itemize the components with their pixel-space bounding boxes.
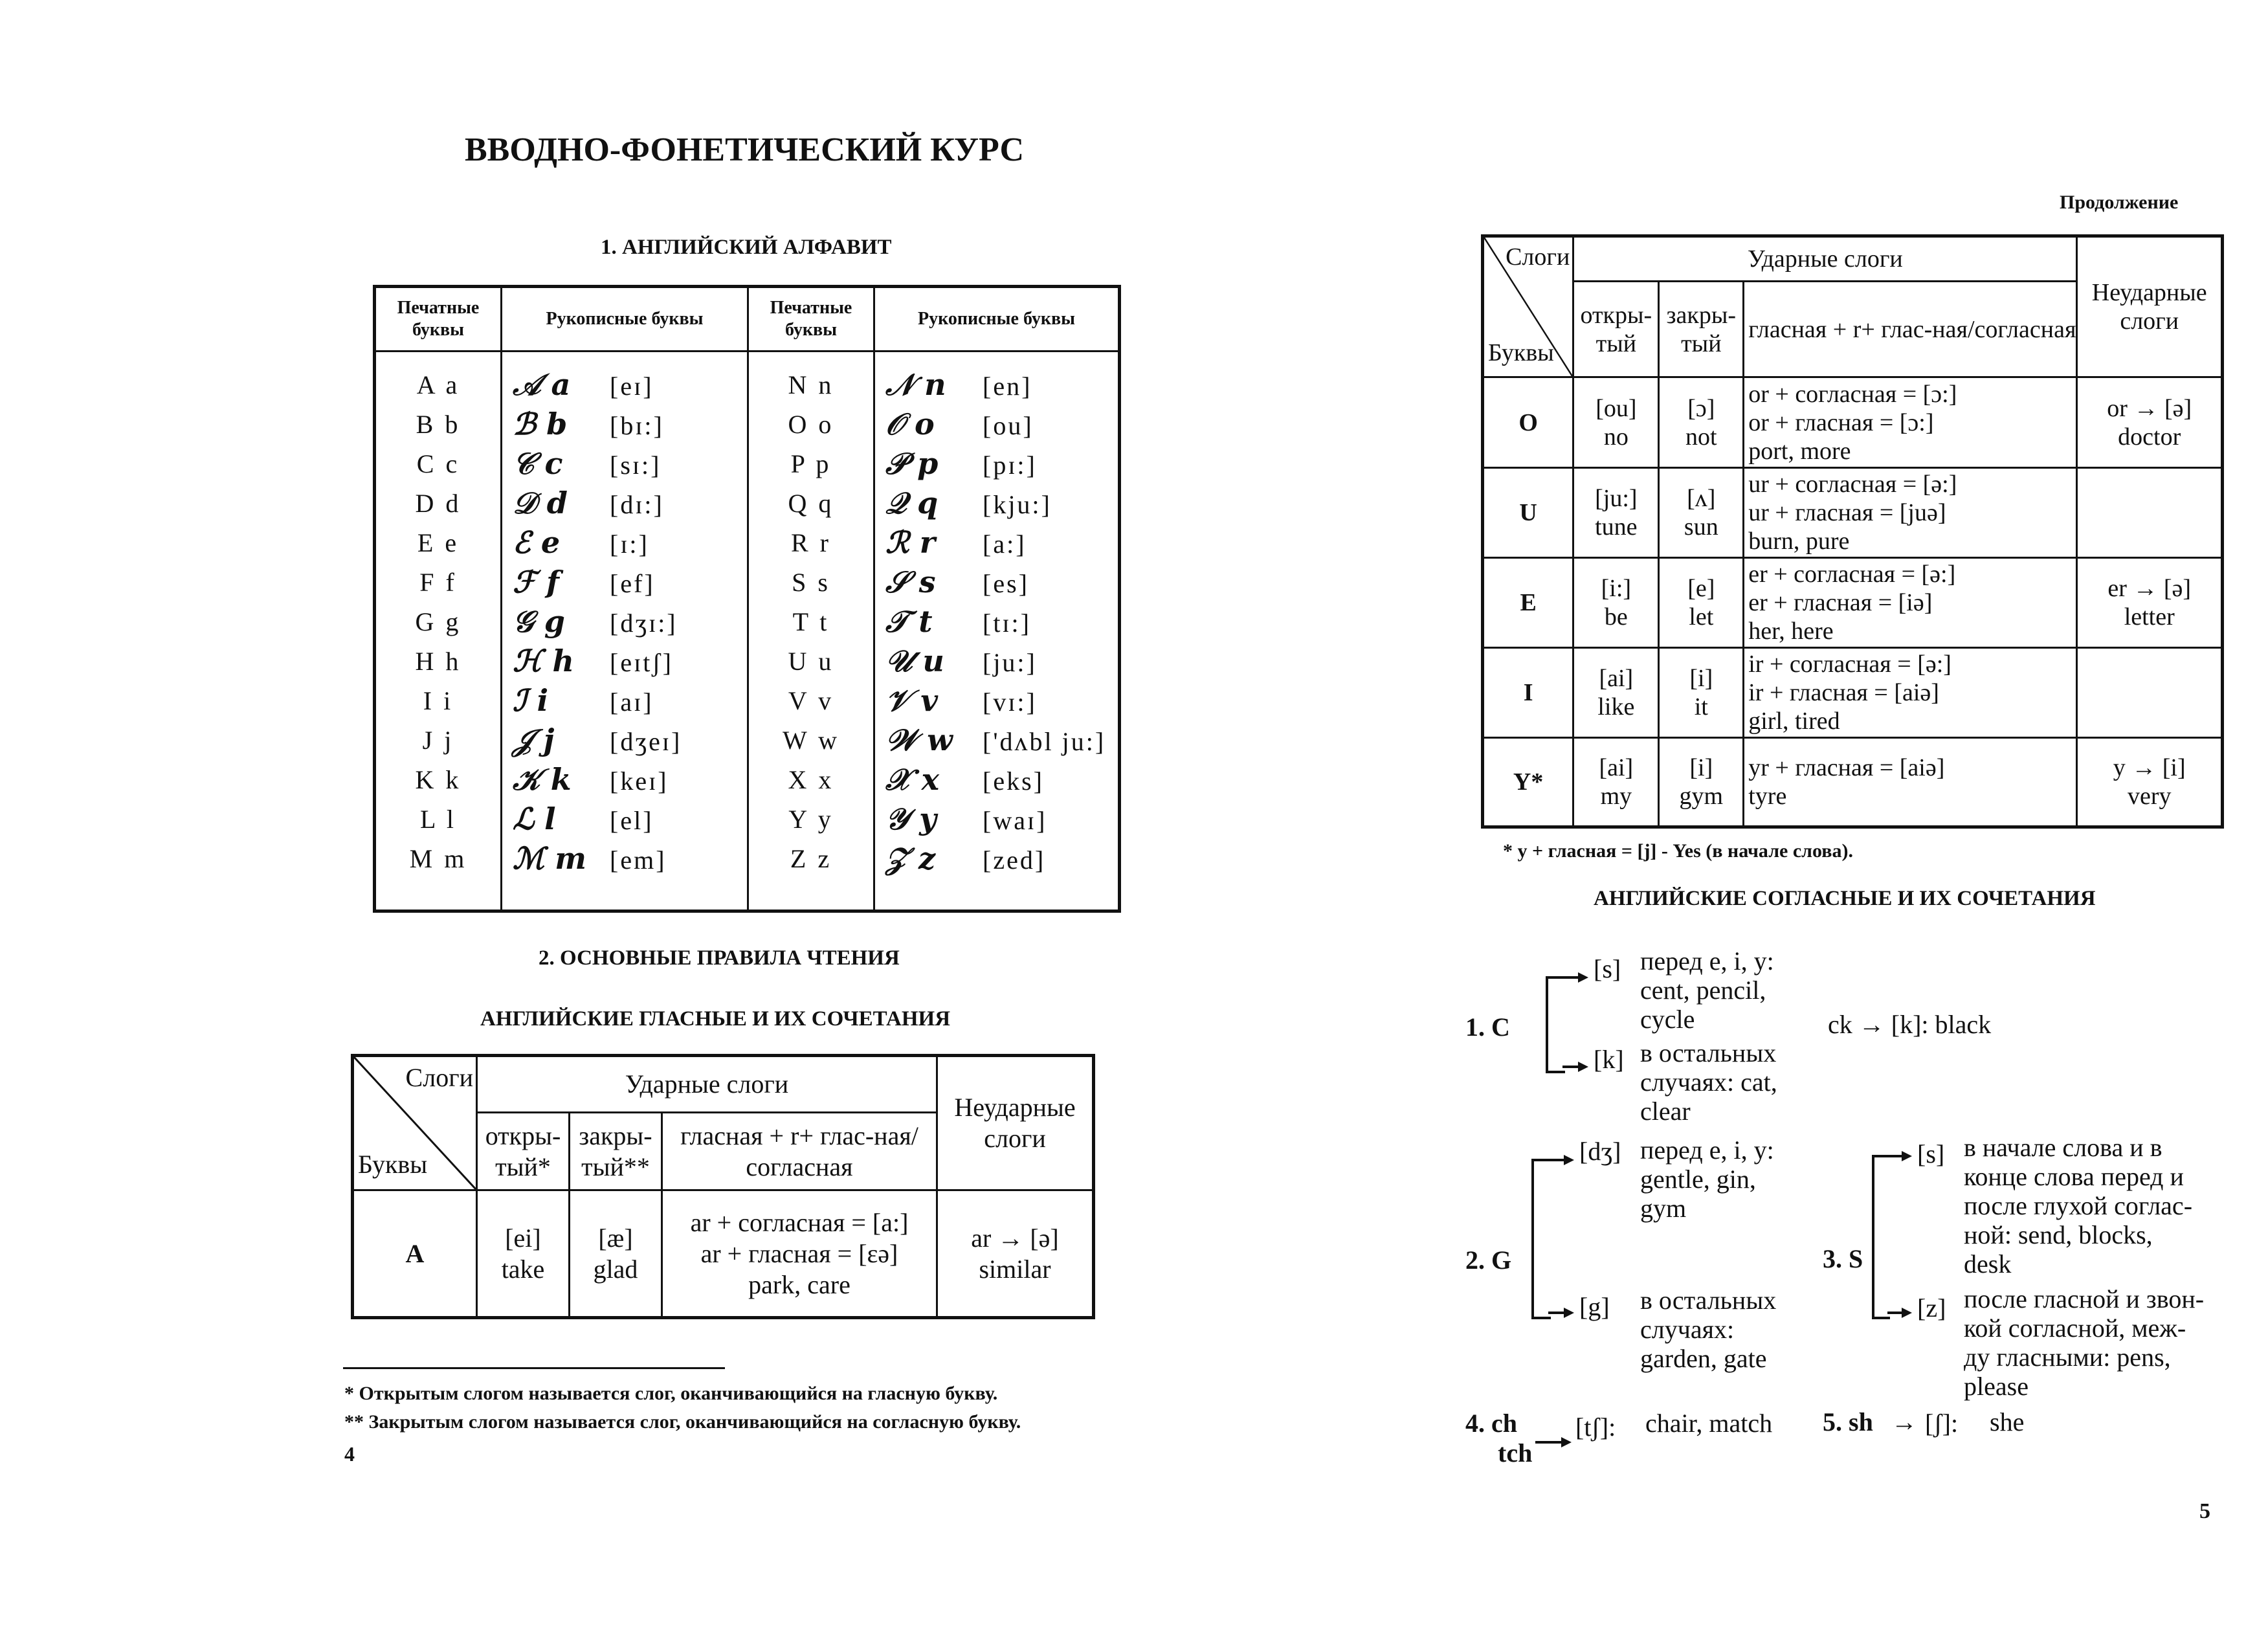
row-letter: U — [1483, 467, 1573, 557]
cell-r-combo: ur + согласная = [ə:] ur + гласная = [juə] burn, pure — [1744, 467, 2077, 557]
g-g-rule — [1640, 1286, 1776, 1373]
letter-transcription: [eɪ] — [610, 372, 654, 401]
section-rules-title: 2. ОСНОВНЫЕ ПРАВИЛА ЧТЕНИЯ — [539, 946, 900, 970]
s-label: 3. S — [1823, 1244, 1863, 1273]
written-letter-row — [875, 484, 1118, 523]
rule-line: случаях: cat, — [1640, 1067, 1777, 1097]
rule-line: перед e, i, y: — [1640, 1135, 1774, 1165]
header-syllables: Слоги — [405, 1063, 473, 1092]
letter-transcription: [em] — [610, 845, 667, 875]
handwritten-letter: 𝒰 u — [885, 643, 944, 678]
cell-unstressed: er → [ə] letter — [2077, 557, 2223, 647]
printed-letter: T t — [792, 607, 830, 636]
written-letter-row — [502, 839, 747, 878]
cell-unstressed — [2077, 647, 2223, 737]
rule-line: garden, gate — [1640, 1344, 1767, 1373]
rule-line: кой согласной, меж- — [1964, 1313, 2186, 1343]
header-open: откры-тый* — [477, 1113, 570, 1190]
header-r-combo: гласная + r+ глас-ная/согласная — [662, 1113, 937, 1190]
handwritten-letter: 𝒩 n — [885, 367, 946, 402]
letter-transcription: [aɪ] — [610, 687, 654, 717]
printed-letter: M m — [409, 844, 467, 873]
diagonal-header-cell — [1483, 236, 1573, 377]
consonants-title: АНГЛИЙСКИЕ СОГЛАСНЫЕ И ИХ СОЧЕТАНИЯ — [1594, 887, 2096, 910]
written-letter-row — [875, 642, 1118, 681]
cell-r-combo: yr + гласная = [aiə] tyre — [1744, 737, 2077, 827]
printed-letter: Y y — [788, 805, 834, 834]
g-dz-sound: [dʒ] — [1579, 1137, 1621, 1166]
printed-letter: F f — [419, 568, 457, 597]
written-letter-row — [875, 799, 1118, 839]
table-row — [1483, 737, 2223, 827]
page-title: ВВОДНО-ФОНЕТИЧЕСКИЙ КУРС — [465, 131, 1024, 168]
written-letter-row — [875, 681, 1118, 720]
header-unstressed: Неударные слоги — [937, 1056, 1094, 1190]
diagonal-header-cell — [353, 1056, 477, 1190]
written-letter-row — [502, 681, 747, 720]
rule-line: cycle — [1640, 1005, 1695, 1034]
written-letter-row — [875, 523, 1118, 563]
rule-line: cent, pencil, — [1640, 976, 1766, 1005]
vowels-title: АНГЛИЙСКИЕ ГЛАСНЫЕ И ИХ СОЧЕТАНИЯ — [480, 1007, 951, 1031]
handwritten-letter: 𝒥 j — [513, 722, 555, 757]
s-s-rule — [1964, 1133, 2192, 1278]
rule-line: случаях: — [1640, 1315, 1735, 1344]
handwritten-letter: 𝒴 y — [885, 801, 937, 836]
footnote-closed: ** Закрытым слогом называется слог, оканчивающийся на согласную букву. — [344, 1411, 1021, 1433]
printed-letter: J j — [422, 726, 454, 755]
printed-letter: Q q — [788, 489, 834, 518]
table-row — [1483, 557, 2223, 647]
handwritten-letter: ℐ i — [513, 683, 549, 718]
cell-closed: [e] let — [1659, 557, 1744, 647]
letter-transcription: [dʒɪ:] — [610, 608, 678, 638]
printed-letter: H h — [415, 647, 461, 676]
vowel-table — [1481, 234, 2224, 829]
continued-label: Продолжение — [2060, 192, 2179, 213]
handwritten-letter: 𝒞 c — [513, 446, 563, 481]
rule-line: ной: send, blocks, — [1964, 1220, 2153, 1249]
handwritten-letter: 𝒫 p — [885, 446, 939, 481]
c-s-sound: [s] — [1594, 954, 1621, 983]
written-letter-row — [875, 563, 1118, 602]
rule-line: desk — [1964, 1249, 2012, 1278]
printed-letter: D d — [415, 489, 461, 518]
printed-letter: G g — [415, 607, 461, 636]
rule-line: перед e, i, y: — [1640, 946, 1774, 976]
letter-transcription: [ju:] — [983, 648, 1037, 677]
written-letter-row — [502, 523, 747, 563]
printed-letter: B b — [416, 410, 461, 439]
letter-transcription: [zed] — [983, 845, 1046, 875]
written-letter-row — [875, 365, 1118, 405]
letter-transcription: [kju:] — [983, 490, 1052, 519]
header-unstressed: Неударные слоги — [2077, 236, 2223, 377]
s-z-sound: [z] — [1917, 1293, 1946, 1323]
c-k-rule — [1640, 1038, 1777, 1126]
printed-letter: L l — [419, 805, 457, 834]
letter-transcription: [waɪ] — [983, 806, 1047, 835]
printed-letter: A a — [416, 370, 460, 399]
handwritten-letter: ℰ e — [513, 525, 561, 560]
header-stressed: Ударные слоги — [477, 1056, 937, 1113]
cell-open: [ou] no — [1573, 377, 1659, 467]
handwritten-letter: 𝒮 s — [885, 564, 936, 599]
printed-column-1 — [375, 352, 502, 911]
rule-line: clear — [1640, 1097, 1691, 1126]
letter-transcription: [ou] — [983, 411, 1034, 440]
row-letter: E — [1483, 557, 1573, 647]
g-g-sound: [g] — [1579, 1292, 1610, 1321]
ch-label: 4. ch — [1465, 1409, 1517, 1438]
printed-letter: V v — [788, 686, 834, 715]
vowel-table-a — [351, 1054, 1095, 1319]
g-bracket — [1531, 1159, 1551, 1319]
ch-sound: [tʃ]: — [1575, 1412, 1616, 1442]
cell-closed: [i] gym — [1659, 737, 1744, 827]
rule-line: gentle, gin, — [1640, 1165, 1756, 1194]
written-column-2 — [874, 352, 1120, 911]
sh-sound: [ʃ]: — [1925, 1409, 1959, 1438]
cell-r-combo-a: ar + согласная = [a:] ar + гласная = [εə] park, care — [662, 1190, 937, 1318]
rule-line: please — [1964, 1372, 2029, 1401]
handwritten-letter: 𝒦 k — [513, 762, 572, 797]
section-alphabet-title: 1. АНГЛИЙСКИЙ АЛФАВИТ — [601, 236, 892, 259]
letter-transcription: [bɪ:] — [610, 411, 664, 440]
alphabet-table — [373, 285, 1121, 913]
written-letter-row — [502, 365, 747, 405]
rule-line: gym — [1640, 1194, 1687, 1223]
letter-transcription: [dʒeɪ] — [610, 727, 682, 756]
handwritten-letter: 𝒜 a — [513, 367, 571, 402]
printed-letter: E e — [417, 528, 460, 557]
g-dz-rule — [1640, 1135, 1774, 1223]
rule-line: конце слова перед и — [1964, 1162, 2184, 1191]
printed-letter: S s — [792, 568, 830, 597]
handwritten-letter: ℱ f — [513, 564, 559, 599]
rule-line: после гласной и звон- — [1964, 1284, 2205, 1313]
rule-line: в начале слова и в — [1964, 1133, 2162, 1162]
row-letter: O — [1483, 377, 1573, 467]
printed-column-2 — [748, 352, 874, 911]
written-letter-row — [875, 839, 1118, 878]
cell-r-combo: ir + согласная = [ə:] ir + гласная = [aiə] girl, tired — [1744, 647, 2077, 737]
table-row — [1483, 647, 2223, 737]
row-letter: Y* — [1483, 737, 1573, 827]
cell-closed-a: [æ] glad — [570, 1190, 662, 1318]
written-letter-row — [502, 720, 747, 760]
printed-letter: W w — [783, 726, 839, 755]
handwritten-letter: 𝒢 g — [513, 604, 565, 639]
c-s-rule — [1640, 946, 1774, 1034]
letter-transcription: [ef] — [610, 569, 655, 598]
tch-label: tch — [1498, 1438, 1533, 1468]
letter-transcription: [en] — [983, 372, 1032, 401]
s-z-rule — [1964, 1284, 2204, 1401]
written-letter-row — [502, 563, 747, 602]
handwritten-letter: 𝒱 v — [885, 683, 939, 718]
handwritten-letter: 𝒯 t — [885, 604, 933, 639]
printed-letter: U u — [788, 647, 834, 676]
cell-open-a: [ei] take — [477, 1190, 570, 1318]
header-closed: закры-тый — [1659, 282, 1744, 377]
footnote-open: * Открытым слогом называется слог, оканчивающийся на гласную букву. — [344, 1383, 998, 1404]
rule-line: в остальных — [1640, 1038, 1777, 1067]
letter-transcription: [vɪ:] — [983, 687, 1037, 717]
s-bracket — [1872, 1155, 1890, 1319]
letter-transcription: [dɪ:] — [610, 490, 664, 519]
cell-open: [ai] like — [1573, 647, 1659, 737]
cell-r-combo: er + согласная = [ə:] er + гласная = [iə] her, here — [1744, 557, 2077, 647]
y-footnote: * y + гласная = [j] - Yes (в начале слова). — [1503, 840, 1853, 862]
cell-unstressed: y → [i] very — [2077, 737, 2223, 827]
ck-rule: ck → [k]: black — [1828, 1010, 1992, 1039]
handwritten-letter: ℋ h — [513, 643, 574, 678]
handwritten-letter: 𝒪 o — [885, 407, 935, 441]
printed-letter: P p — [790, 449, 832, 478]
cell-unstressed — [2077, 467, 2223, 557]
written-letter-row — [502, 760, 747, 799]
row-letter-a: A — [353, 1190, 477, 1318]
printed-letter: K k — [415, 765, 461, 794]
cell-unstressed-a: ar → [ə] similar — [937, 1190, 1094, 1318]
letter-transcription: [keɪ] — [610, 766, 669, 796]
cell-open: [ai] my — [1573, 737, 1659, 827]
printed-letter: X x — [788, 765, 834, 794]
printed-letter: O o — [788, 410, 834, 439]
header-letters: Буквы — [358, 1150, 428, 1179]
cell-open: [ju:] tune — [1573, 467, 1659, 557]
printed-letter: Z z — [790, 844, 832, 873]
written-letter-row — [875, 602, 1118, 642]
header-closed: закры-тый** — [570, 1113, 662, 1190]
header-open: откры-тый — [1573, 282, 1659, 377]
handwritten-letter: ℬ b — [513, 407, 568, 441]
header-written-2: Рукописные буквы — [874, 287, 1120, 352]
header-stressed: Ударные слоги — [1573, 236, 2077, 282]
c-label: 1. C — [1465, 1012, 1510, 1042]
written-column-1 — [502, 352, 748, 911]
handwritten-letter: 𝒵 z — [885, 841, 936, 876]
page-number: 5 — [2199, 1499, 2210, 1523]
c-bracket — [1546, 976, 1565, 1073]
ch-words: chair, match — [1645, 1409, 1773, 1438]
handwritten-letter: 𝒲 w — [885, 722, 953, 757]
written-letter-row — [502, 444, 747, 484]
g-label: 2. G — [1465, 1245, 1512, 1275]
written-letter-row — [875, 720, 1118, 760]
cell-open: [i:] be — [1573, 557, 1659, 647]
cell-closed: [ɔ] not — [1659, 377, 1744, 467]
letter-transcription: ['dʌbl ju:] — [983, 727, 1106, 756]
letter-transcription: [tɪ:] — [983, 608, 1031, 638]
handwritten-letter: 𝒬 q — [885, 486, 939, 520]
letter-transcription: [ɪ:] — [610, 530, 649, 559]
header-printed-2: Печатные буквы — [748, 287, 874, 352]
sh-label: 5. sh — [1823, 1407, 1873, 1436]
written-letter-row — [502, 642, 747, 681]
handwritten-letter: ℒ l — [513, 801, 556, 836]
letter-transcription: [es] — [983, 569, 1029, 598]
rule-line: ду гласными: pens, — [1964, 1343, 2171, 1372]
cell-unstressed: or → [ə] doctor — [2077, 377, 2223, 467]
s-s-sound: [s] — [1917, 1139, 1945, 1168]
sh-word: she — [1990, 1407, 2025, 1436]
written-letter-row — [875, 444, 1118, 484]
handwritten-letter: ℛ r — [885, 525, 935, 560]
printed-letter: N n — [788, 370, 834, 399]
cell-r-combo: or + согласная = [ɔ:] or + гласная = [ɔ:] port, more — [1744, 377, 2077, 467]
rule-line: в остальных — [1640, 1286, 1777, 1315]
letter-transcription: [el] — [610, 806, 654, 835]
handwritten-letter: 𝒳 x — [885, 762, 939, 797]
table-row — [1483, 467, 2223, 557]
letter-transcription: [eɪtʃ] — [610, 648, 673, 677]
table-row — [1483, 377, 2223, 467]
right-page: Продолжение Слоги Буквы Ударные слоги Неударные слоги откры-тый закры-тый гласная + r+ глас-ная/согласная O [ou] no [ɔ] not or + согласная = [ɔ:] or + гласная = [ɔ:] port, more or → [ə] doctor U [ju:] tune [ʌ] sun ur + согласная = [ə:] ur + гласная = [juə] burn, pure E [i:] be [e] let er + согласная = [ə:] er + гласная = [iə] her, here er → [ə] letter I [ai] like [i] it ir + согласная = [ə:] ir + гласная = [aiə] girl, tired Y* [ai] my [i] gym yr + гласная = [aiə] tyre y → [i] very * y + гласная = [j] - Yes (в начале слова). АНГЛИЙСКИЕ СОГЛАСНЫЕ И ИХ СОЧЕТАНИЯ 1. C [s] перед e, i, y: cent, pencil, cycle [k] в остальных случаях: cat, clear ck → [k]: black 2. G [dʒ] перед e, i, y: gentle, gin, gym [g] в остальных случаях: garden, gate 3. S [s] в начале слова и в конце слова перед и после глухой соглас- ной: send, blocks, desk [z] после гласной и звон- кой согласной, меж- ду гласными: pens, please 4. ch tch [tʃ]: chair, match 5. sh → [ʃ]: she 5 — [1134, 0, 2268, 1652]
letter-transcription: [sɪ:] — [610, 451, 662, 480]
handwritten-letter: ℳ m — [513, 841, 586, 876]
printed-letter: I i — [423, 686, 454, 715]
header-letters: Буквы — [1488, 339, 1554, 367]
printed-letter: C c — [416, 449, 460, 478]
written-letter-row — [875, 760, 1118, 799]
printed-letter: R r — [791, 528, 831, 557]
letter-transcription: [eks] — [983, 766, 1044, 796]
c-k-sound: [k] — [1594, 1045, 1624, 1074]
cell-closed: [ʌ] sun — [1659, 467, 1744, 557]
header-syllables: Слоги — [1506, 243, 1570, 271]
footnote-rule — [343, 1367, 725, 1369]
letter-transcription: [a:] — [983, 530, 1027, 559]
header-printed-1: Печатные буквы — [375, 287, 502, 352]
handwritten-letter: 𝒟 d — [513, 486, 568, 520]
header-written-1: Рукописные буквы — [502, 287, 748, 352]
rule-line: после глухой соглас- — [1964, 1191, 2193, 1220]
header-r-combo: гласная + r+ глас-ная/согласная — [1744, 282, 2077, 377]
written-letter-row — [502, 484, 747, 523]
cell-closed: [i] it — [1659, 647, 1744, 737]
written-letter-row — [502, 602, 747, 642]
page-number: 4 — [344, 1442, 355, 1466]
row-letter: I — [1483, 647, 1573, 737]
written-letter-row — [875, 405, 1118, 444]
letter-transcription: [pɪ:] — [983, 451, 1037, 480]
written-letter-row — [502, 799, 747, 839]
written-letter-row — [502, 405, 747, 444]
